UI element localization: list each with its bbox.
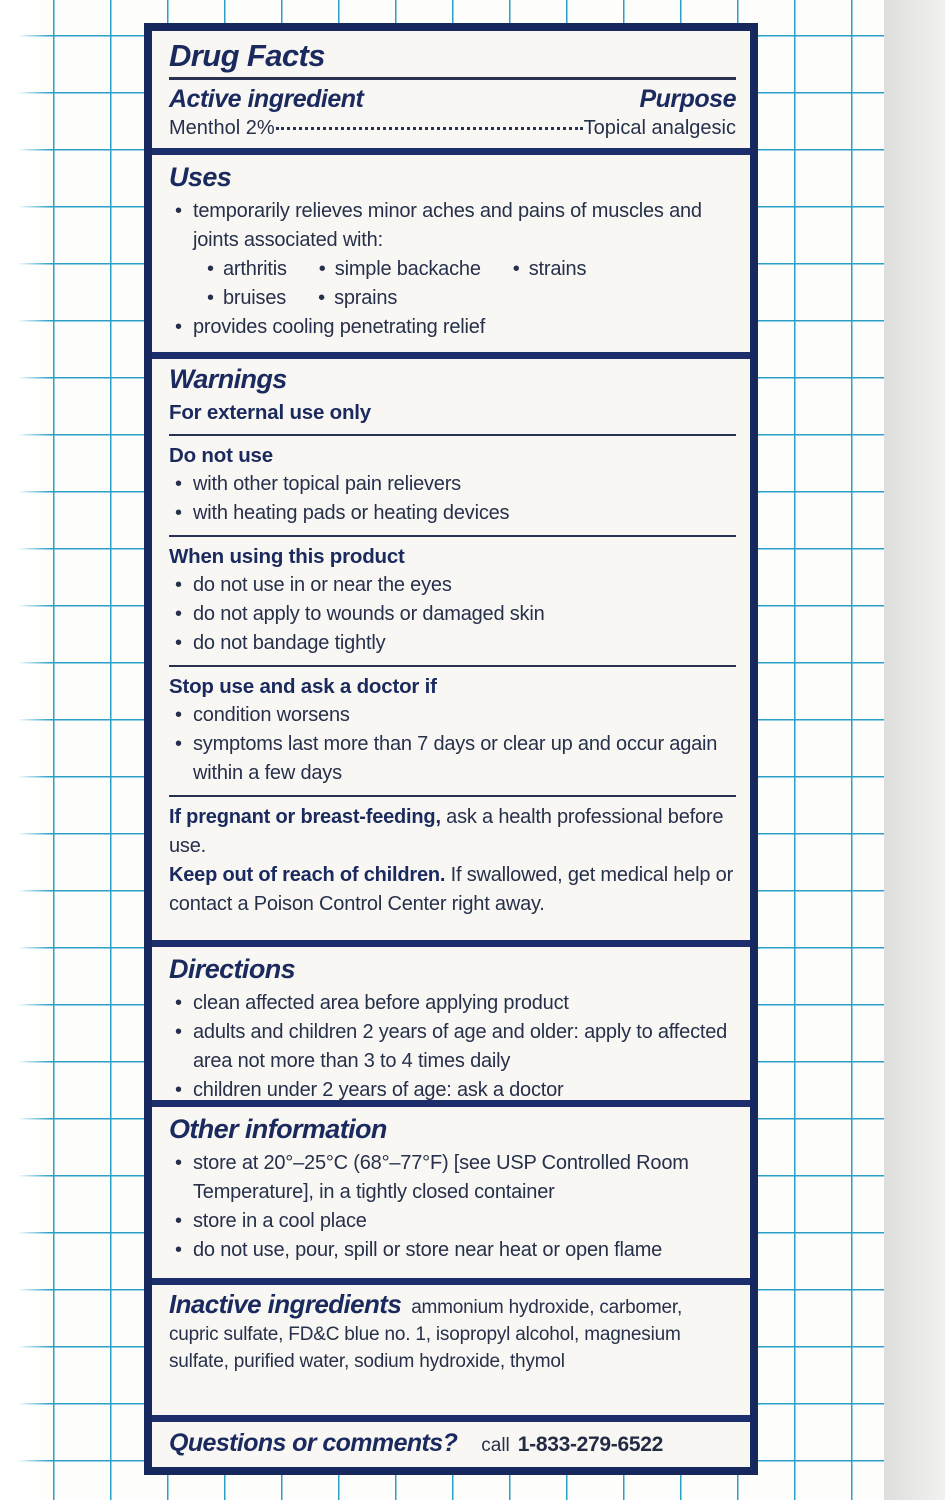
- uses-sub-bullet: • sprains: [312, 284, 397, 313]
- do-not-use-heading: Do not use: [169, 444, 273, 467]
- when-using-bullet: • do not use in or near the eyes: [169, 571, 736, 600]
- phone-number: 1-833-279-6522: [517, 1433, 664, 1456]
- title-rule: [169, 77, 736, 80]
- left-white-fade: [0, 0, 50, 1500]
- questions-heading: Questions or comments?: [169, 1429, 458, 1457]
- warnings-heading: Warnings: [169, 364, 287, 394]
- section-divider: [152, 1278, 750, 1285]
- purpose-value: Topical analgesic: [583, 116, 736, 139]
- other-information-section: [152, 1107, 750, 1278]
- uses-sub-bullet: • bruises: [201, 284, 286, 313]
- uses-heading: Uses: [169, 162, 232, 192]
- uses-sub-bullet: • strains: [507, 255, 587, 284]
- warnings-section: [152, 359, 750, 940]
- active-ingredient-heading: Active ingredient: [169, 84, 364, 113]
- section-divider: [152, 352, 750, 359]
- questions-section: [152, 1422, 750, 1467]
- directions-heading: Directions: [169, 954, 296, 984]
- uses-bullet: • temporarily relieves minor aches and pains of muscles and joints associated with:: [169, 197, 736, 255]
- directions-section: [152, 947, 750, 1100]
- when-using-bullet: • do not bandage tightly: [169, 629, 736, 658]
- uses-sub-bullet: • simple backache: [313, 255, 481, 284]
- section-divider: [152, 1415, 750, 1422]
- purpose-heading: Purpose: [639, 84, 736, 113]
- drug-facts-label: [144, 23, 758, 1475]
- inactive-ingredients-heading: Inactive ingredients: [169, 1289, 402, 1319]
- inactive-ingredients-section: [152, 1285, 750, 1415]
- pregnant-note: If pregnant or breast-feeding, ask a health professional before use.: [169, 806, 724, 857]
- questions-row: [169, 1429, 736, 1458]
- when-using-heading: When using this product: [169, 545, 405, 568]
- stop-use-heading: Stop use and ask a doctor if: [169, 675, 437, 698]
- ingredient-row: [169, 115, 736, 142]
- uses-sub-bullets-row2: [169, 284, 736, 313]
- do-not-use-bullet: • with other topical pain relievers: [169, 470, 736, 499]
- section-divider: [152, 940, 750, 947]
- photo-edge-strip: [884, 0, 945, 1500]
- warnings-rule: [169, 795, 736, 797]
- do-not-use-bullet: • with heating pads or heating devices: [169, 499, 736, 528]
- uses-bullet: • provides cooling penetrating relief: [169, 313, 736, 342]
- section-divider: [152, 1100, 750, 1107]
- other-info-bullet: • store in a cool place: [169, 1207, 736, 1236]
- other-info-bullet: • store at 20°–25°C (68°–77°F) [see USP Controlled Room Temperature], in a tightly closed container: [169, 1149, 736, 1207]
- call-label: call: [481, 1435, 510, 1456]
- other-information-heading: Other information: [169, 1114, 387, 1144]
- uses-sub-bullet: • arthritis: [201, 255, 287, 284]
- drug-facts-title: Drug Facts: [169, 38, 325, 73]
- directions-bullet: • children under 2 years of age: ask a doctor: [169, 1076, 736, 1100]
- header-section: [152, 31, 750, 148]
- uses-sub-bullets-row1: [169, 255, 736, 284]
- stop-use-bullet: • condition worsens: [169, 701, 736, 730]
- warnings-rule: [169, 535, 736, 537]
- external-use-note: For external use only: [169, 401, 372, 424]
- inactive-ingredients-text: Inactive ingredients ammonium hydroxide, carbomer, cupric sulfate, FD&C blue no. 1, isopropyl alcohol, magnesium sulfate, purified water, sodium hydroxide, thymol: [169, 1289, 683, 1372]
- warnings-rule: [169, 434, 736, 436]
- active-purpose-row: [169, 84, 736, 115]
- other-info-bullet: • do not use, pour, spill or store near heat or open flame: [169, 1236, 736, 1265]
- uses-section: [152, 155, 750, 352]
- keep-out-of-reach-note: Keep out of reach of children. If swallowed, get medical help or contact a Poison Control Center right away.: [169, 864, 734, 915]
- dotted-leader: [276, 127, 583, 130]
- ingredient-name: Menthol 2%: [169, 116, 275, 139]
- section-divider: [152, 148, 750, 155]
- stop-use-bullet: • symptoms last more than 7 days or clear up and occur again within a few days: [169, 730, 736, 788]
- directions-bullet: • adults and children 2 years of age and older: apply to affected area not more than 3 to 4 times daily: [169, 1018, 736, 1076]
- warnings-rule: [169, 665, 736, 667]
- when-using-bullet: • do not apply to wounds or damaged skin: [169, 600, 736, 629]
- directions-bullet: • clean affected area before applying product: [169, 989, 736, 1018]
